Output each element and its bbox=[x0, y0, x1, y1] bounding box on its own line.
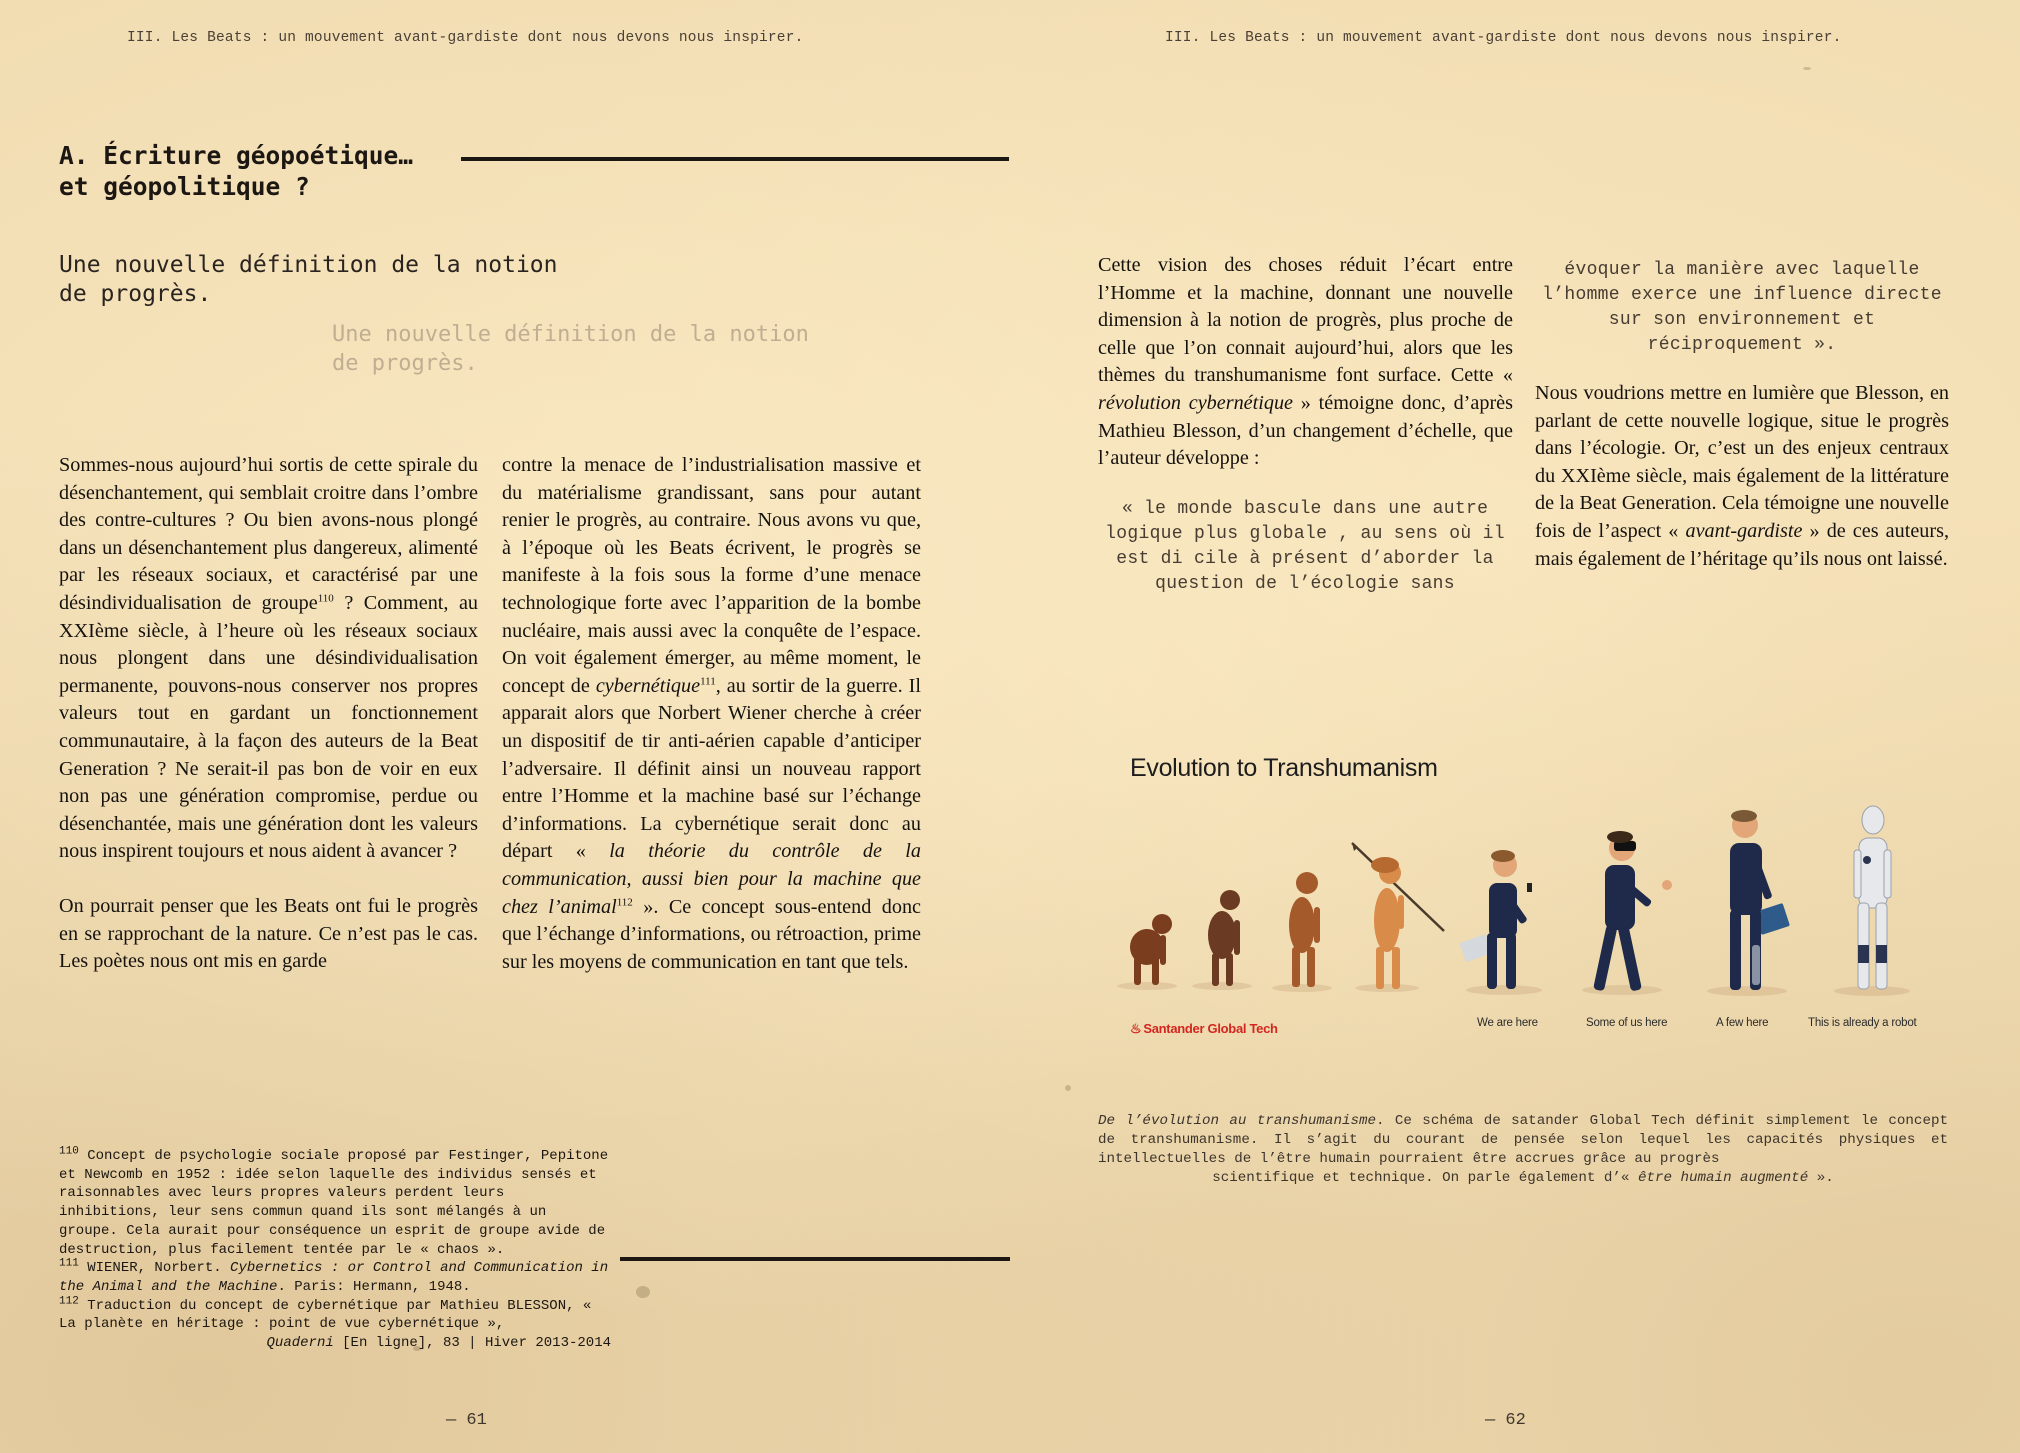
footnote-112-source bbox=[59, 1334, 611, 1353]
evolution-illustration bbox=[1102, 735, 1958, 1051]
figure-label-1: We are here bbox=[1477, 1017, 1538, 1029]
section-title-line2: et géopolitique ? bbox=[59, 172, 310, 201]
subtitle-echo-line2: de progrès. bbox=[332, 351, 478, 376]
body-column-1 bbox=[59, 452, 478, 976]
italic-term: avant-gardiste bbox=[1685, 519, 1803, 542]
italic-term: révolution cybernétique bbox=[1098, 391, 1293, 414]
text-run: Cette vision des choses réduit l’écart entre l’Homme et la machine, donnant une nouvelle dimension à la notion de progrès, plus proche de celle que l’on connait aujourd’hui, alors que les thèmes du transhumanisme font surface. Cette « bbox=[1098, 254, 1513, 387]
paragraph bbox=[502, 452, 921, 976]
figure-robot bbox=[1854, 806, 1891, 989]
footnote-text: WIENER, Norbert. bbox=[78, 1260, 231, 1277]
footnote-mark: 112 bbox=[59, 1294, 79, 1307]
paper-speck bbox=[413, 1346, 421, 1351]
text-run: ». Ce concept sous-entend donc que l’échange d’informations, ou rétroaction, prime sur les moyens de communication en tant que tels. bbox=[502, 895, 921, 973]
block-quote-part1: « le monde bascule dans une autre logique plus globale , au sens où il est di cile à présent d’aborder la question de l’écologie sans bbox=[1105, 499, 1505, 594]
figure-title: Evolution to Transhumanism bbox=[1130, 754, 1438, 782]
subtitle bbox=[59, 251, 558, 309]
figure-primate-1 bbox=[1130, 914, 1172, 985]
text-run: Nous voudrions mettre en lumière que Blesson, en parlant de cette nouvelle logique, situe le progrès dans l’écologie. Or, c’est un des enjeux centraux du XXIème siècle, mais également de la littérature de la Beat Generation. Cela témoigne une nouvelle fois de l’aspect « bbox=[1535, 382, 1949, 542]
text-run: ? Comment, au XXIème siècle, à l’heure où les réseaux sociaux nous plongent dans une désindividualisation permanente, pouvons-nous conserver nos propres valeurs tout en gardant un fonctionnement communautaire, à la façon des auteurs de la Beat Generation ? Ne serait-il pas bon de voir en eux non pas une génération compromise, perdue ou désenchantée, mais une génération dont les valeurs nous inspirent toujours et nous aident à avancer ? bbox=[59, 591, 478, 863]
footnote-text: . Paris: Hermann, 1948. bbox=[277, 1278, 471, 1295]
section-title-line1: A. Écriture géopoétique… bbox=[59, 141, 414, 170]
caption-text: scientifique et technique. On parle également d’« bbox=[1212, 1170, 1638, 1186]
subtitle-line2: de progrès. bbox=[59, 281, 212, 307]
italic-quote: la théorie du contrôle de la communication, aussi bien pour la machine que chez l’animal bbox=[502, 840, 921, 918]
running-header-right: III. Les Beats : un mouvement avant-gardiste dont nous devons nous inspirer. bbox=[1165, 30, 1842, 46]
subtitle-echo bbox=[332, 320, 809, 378]
santander-logo bbox=[1130, 1021, 1278, 1037]
footnote-mark: 111 bbox=[59, 1257, 79, 1270]
footnote-110 bbox=[59, 1147, 611, 1259]
text-run: contre la menace de l’industrialisation massive et du matérialisme grandissant, sans pour autant renier le progrès, au contraire. Nous avons vu que, à l’époque où les Beats écrivent, le progrès se manifeste à la fois sous la forme d’une menace technologique forte avec l’apparition de la bombe nucléaire, mais aussi avec la conquête de l’espace. On voit également émerger, au même moment, le concept de bbox=[502, 454, 921, 697]
text-run: On pourrait penser que les Beats ont fui le progrès en se rapprochant de la nature. Ce n’est pas le cas. Les poètes nous ont mis en garde bbox=[59, 894, 478, 973]
figure-human-spear bbox=[1352, 843, 1444, 989]
footnote-ref-110[interactable]: 110 bbox=[317, 592, 334, 605]
footnote-ref-112[interactable]: 112 bbox=[616, 895, 633, 908]
caption-title: De l’évolution au transhumanisme bbox=[1098, 1113, 1377, 1129]
footnote-111 bbox=[59, 1259, 611, 1296]
caption-term: être humain augmenté bbox=[1637, 1170, 1809, 1186]
footnote-text: Concept de psychologie sociale proposé par Festinger, Pepitone et Newcomb en 1952 : idée selon laquelle des individus sensés et raisonnables avec leurs propres valeurs perdent leurs inhibitions, leur sens commun quand ils sont mélangés à un groupe. Cela aurait pour conséquence un esprit de groupe avide de destruction, plus facilement tentée par le « chaos ». bbox=[59, 1148, 609, 1258]
body-column-2 bbox=[502, 452, 921, 976]
italic-term: cybernétique bbox=[595, 674, 701, 697]
footnote-text: [En ligne], 83 | Hiver 2013-2014 bbox=[333, 1335, 611, 1352]
title-rule bbox=[461, 157, 1009, 161]
text-run: , au sortir de la guerre. Il apparait alors que Norbert Wiener cherche à créer un dispositif de tir anti-aérien capable d’anticiper l’adversaire. Il définit ainsi un nouveau rapport entre l’Homme et la machine basé sur l’échange d’informations. La cybernétique serait donc au départ « bbox=[502, 674, 921, 863]
page-number-left: — 61 bbox=[446, 1411, 487, 1430]
paragraph bbox=[1535, 380, 1949, 573]
paper-speck bbox=[1803, 67, 1811, 70]
body-column-4 bbox=[1535, 380, 1949, 573]
flame-icon: ♨ bbox=[1130, 1021, 1142, 1036]
subtitle-echo-line1: Une nouvelle définition de la notion bbox=[332, 322, 809, 347]
footnotes bbox=[59, 1147, 611, 1353]
block-quote-part2: évoquer la manière avec laquelle l’homme exerce une influence directe sur son environnement et réciproquement ». bbox=[1542, 260, 1942, 355]
figure-vr-man bbox=[1593, 831, 1672, 992]
paper-speck bbox=[1065, 1085, 1071, 1091]
figure-label-2: Some of us here bbox=[1586, 1017, 1668, 1029]
figure-label-3: A few here bbox=[1716, 1017, 1769, 1029]
footnote-text: Traduction du concept de cybernétique par Mathieu BLESSON, « La planète en héritage : point de vue cybernétique », bbox=[59, 1297, 592, 1333]
caption-text: ». bbox=[1808, 1170, 1834, 1186]
logo-text: Santander Global Tech bbox=[1143, 1021, 1278, 1036]
caption-text: . Ce schéma de satander Global Tech définit simplement le concept de transhumanisme. Il s’agit du courant de pensée selon lequel les capacités physiques et intellectuelles de l’être humain pourraient être accrues grâce au progrès bbox=[1098, 1113, 1948, 1167]
paper-speck bbox=[636, 1286, 650, 1298]
footnote-title: Quaderni bbox=[266, 1335, 334, 1352]
text-run: » de ces auteurs, mais également de l’héritage qu’ils nous ont laissé. bbox=[1535, 519, 1949, 570]
footnote-rule bbox=[620, 1257, 1010, 1261]
footnote-112 bbox=[59, 1294, 611, 1334]
footnote-ref-111[interactable]: 111 bbox=[700, 675, 716, 688]
figure-early-human bbox=[1289, 872, 1320, 987]
figure-primate-2 bbox=[1208, 890, 1240, 986]
footnote-title: Cybernetics : or Control and Communication in the Animal and the Machine bbox=[59, 1260, 609, 1295]
text-run: » témoigne donc, d’après Mathieu Blesson, d’un changement d’échelle, que l’auteur développe : bbox=[1098, 391, 1513, 470]
figure-cyborg-man bbox=[1730, 810, 1790, 990]
figure-businessman-phone bbox=[1459, 850, 1532, 989]
page-number-right: — 62 bbox=[1485, 1411, 1526, 1430]
figure-label-4: This is already a robot bbox=[1808, 1017, 1917, 1029]
footnote-mark: 110 bbox=[59, 1145, 79, 1158]
paragraph bbox=[59, 452, 478, 866]
evolution-figure bbox=[1102, 735, 1958, 1051]
caption-last-line bbox=[1098, 1169, 1948, 1188]
subtitle-line1: Une nouvelle définition de la notion bbox=[59, 252, 558, 278]
paragraph bbox=[59, 893, 478, 976]
running-header-left: III. Les Beats : un mouvement avant-gardiste dont nous devons nous inspirer. bbox=[127, 30, 804, 46]
section-title bbox=[59, 140, 413, 202]
body-column-3 bbox=[1098, 252, 1513, 473]
text-run: Sommes-nous aujourd’hui sortis de cette spirale du désenchantement, qui semblait croitre dans l’ombre des contre-cultures ? Ou bien avons-nous plongé dans un désenchantement plus dangereux, alimenté par les réseaux sociaux, et caractérisé par une désindividualisation de groupe bbox=[59, 454, 478, 614]
paragraph bbox=[1098, 252, 1513, 473]
figure-caption bbox=[1098, 1112, 1948, 1188]
